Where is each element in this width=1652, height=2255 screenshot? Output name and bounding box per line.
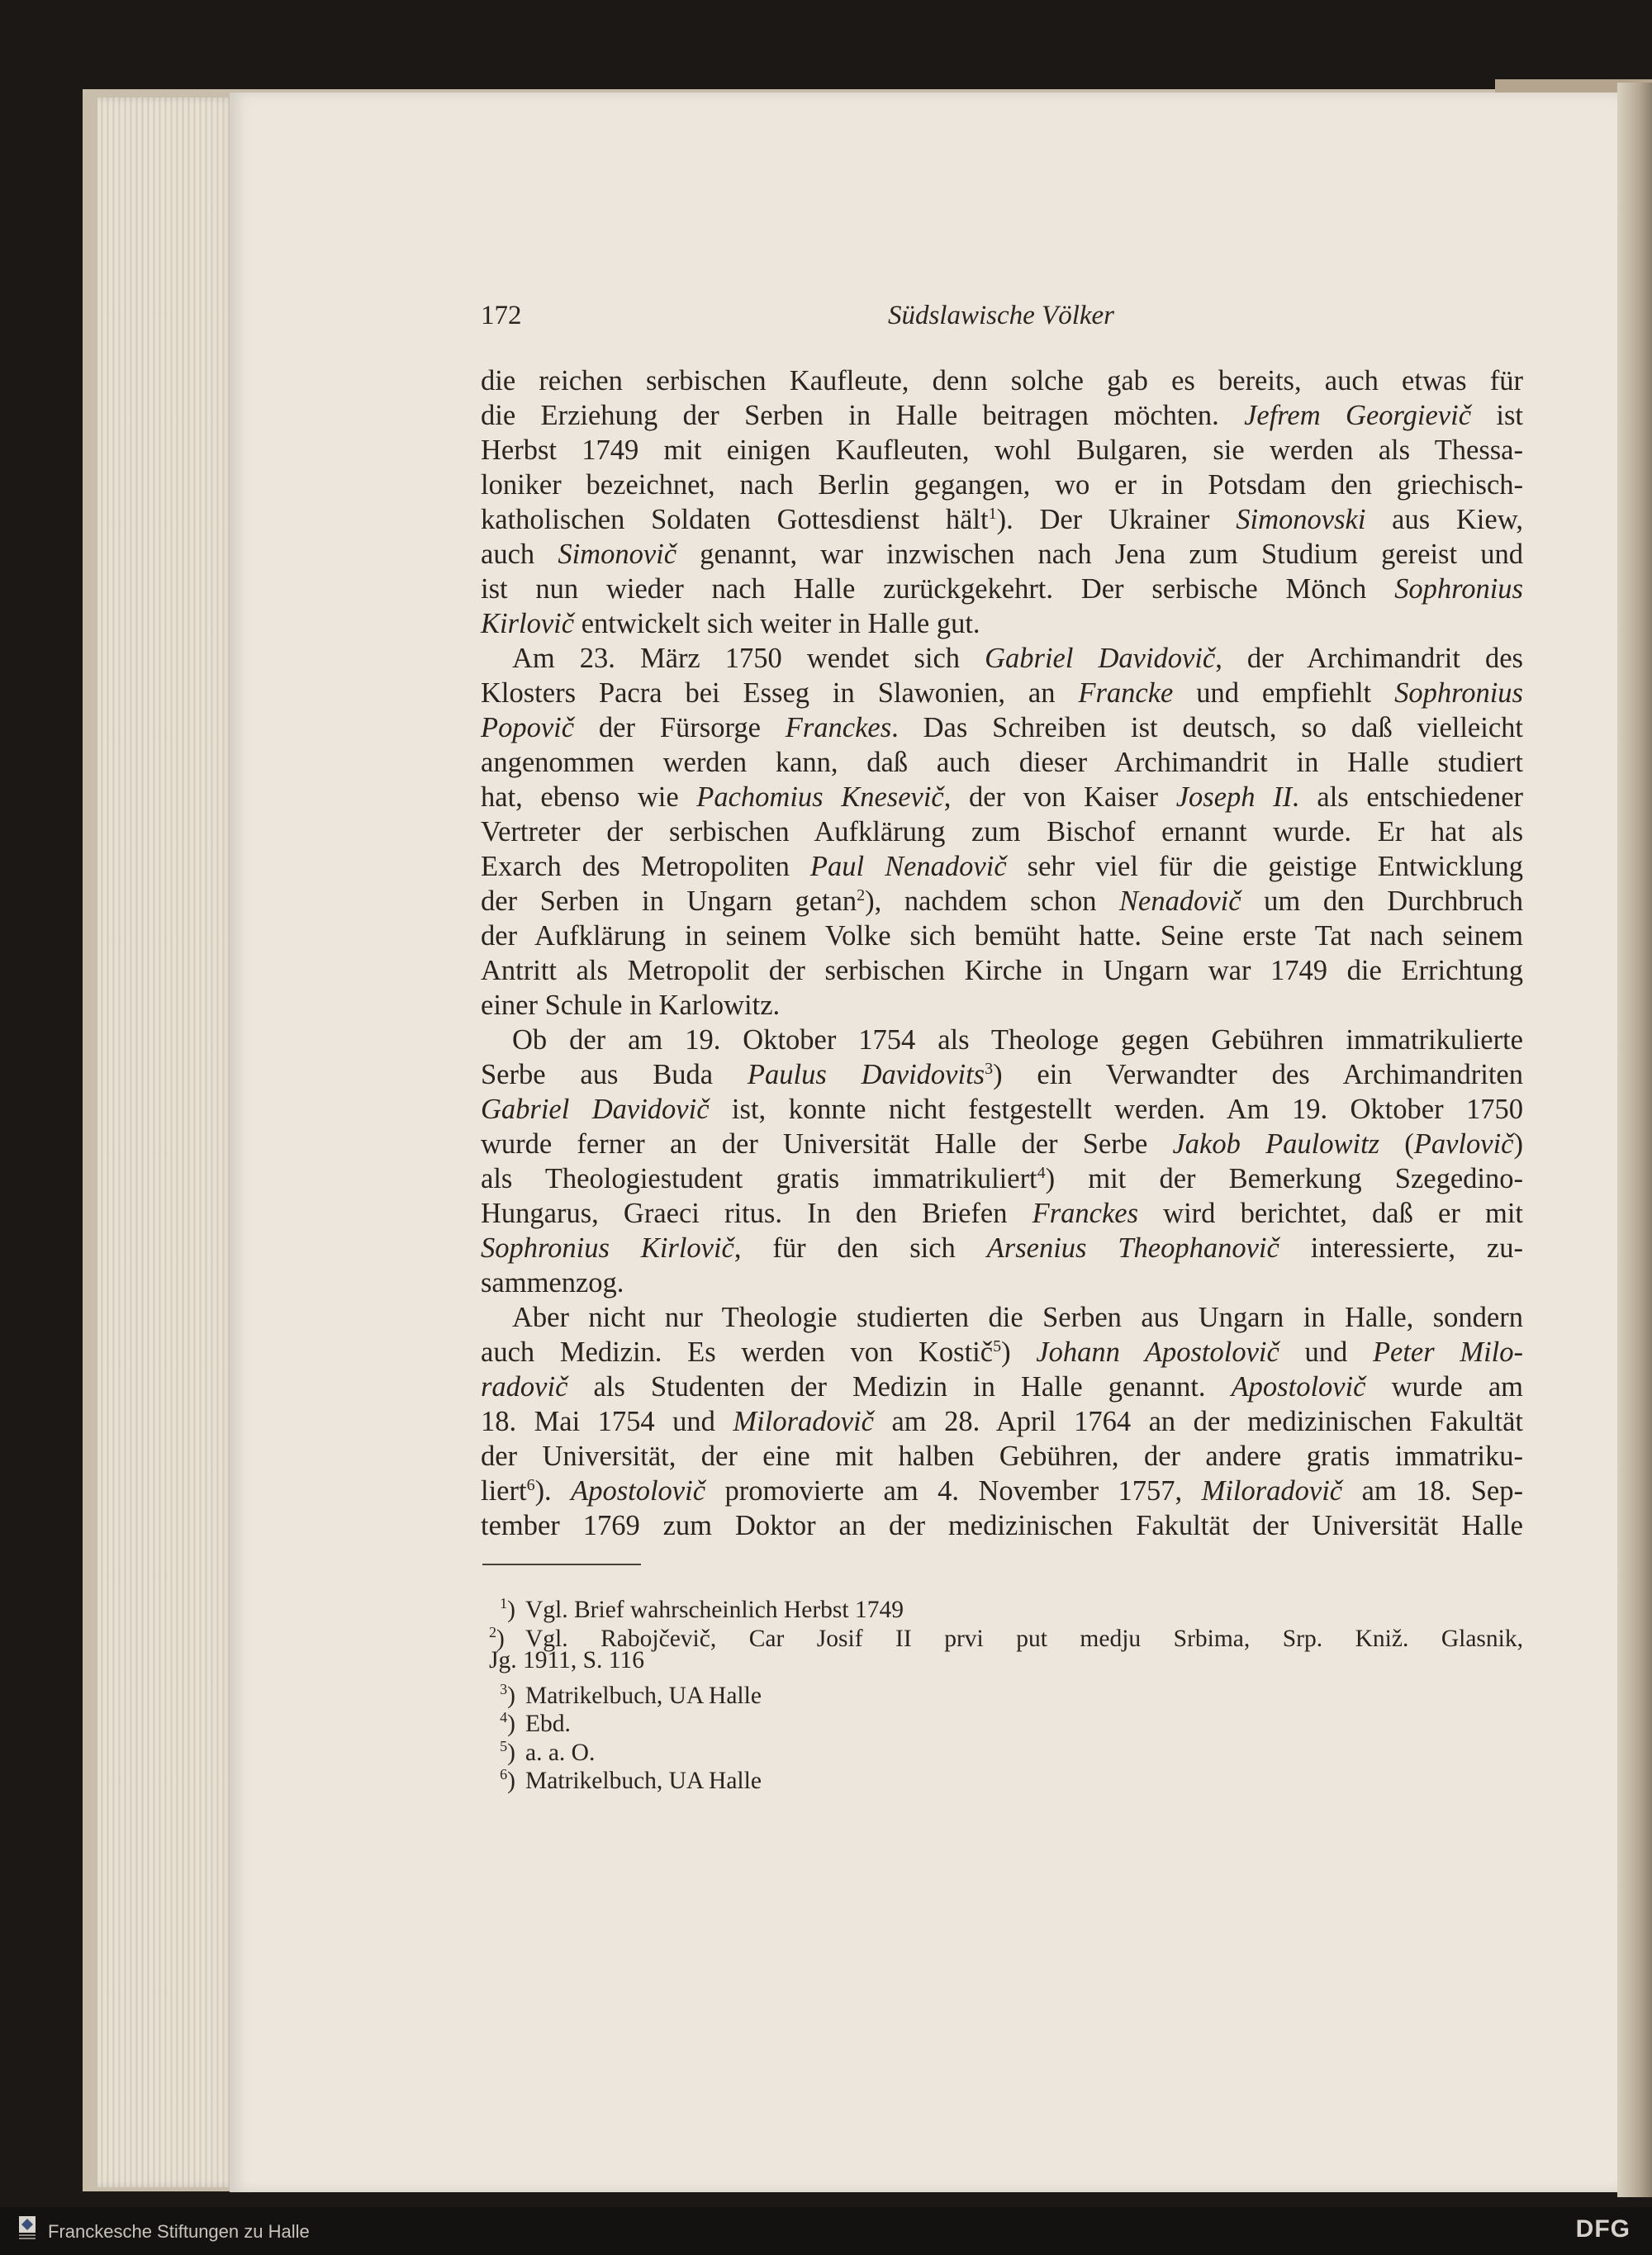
- book-spine-edge: [1617, 83, 1652, 2197]
- text-line: [481, 676, 1523, 710]
- text-run: ) mit der Bemerkung Szegedino-: [1045, 1163, 1523, 1194]
- footnote-text: Vgl. Brief wahrscheinlich Herbst 1749: [525, 1596, 904, 1623]
- footnote-number: $^1$): [500, 1595, 515, 1623]
- text-line: [481, 468, 1523, 502]
- text-run: Aber nicht nur Theologie studierten die Serben aus Ungarn in Halle, sondern: [512, 1302, 1523, 1333]
- italic-name: Sophronius: [1394, 573, 1523, 605]
- text-run: Vertreter der serbischen Aufklärung zum Bischof ernannt wurde. Er hat als: [481, 816, 1523, 847]
- text-line: [481, 953, 1523, 988]
- text-run: wurde am: [1365, 1371, 1523, 1403]
- text-line: [481, 710, 1523, 745]
- text-line: [481, 572, 1523, 606]
- text-run: um den Durchbruch: [1241, 885, 1523, 917]
- text-line: [481, 398, 1523, 433]
- italic-name: Franckes: [1032, 1198, 1139, 1229]
- text-run: angenommen werden kann, daß auch dieser Archimandrit in Halle studiert: [481, 747, 1523, 778]
- text-run: , der von Kaiser: [943, 781, 1176, 813]
- text-run: genannt, war inzwischen nach Jena zum Studium gereist und: [676, 539, 1523, 570]
- text-run: die Erziehung der Serben in Halle beitragen möchten.: [481, 400, 1245, 431]
- text-run: katholischen Soldaten Gottesdienst hält: [481, 504, 989, 535]
- italic-name: Miloradovič: [733, 1406, 874, 1437]
- text-run: als Theologiestudent gratis immatrikuliert: [481, 1163, 1037, 1194]
- footnote-reference: 6: [526, 1476, 535, 1494]
- text-run: und empfiehlt: [1173, 677, 1395, 709]
- italic-name: Paulus Davidovits: [747, 1059, 985, 1090]
- italic-name: Franckes: [785, 712, 892, 743]
- italic-name: Johann Apostolovič: [1036, 1336, 1279, 1368]
- text-run: . als entschiedener: [1292, 781, 1524, 813]
- text-line: [481, 1335, 1523, 1370]
- page-number: 172: [481, 301, 522, 330]
- text-run: Herbst 1749 mit einigen Kaufleuten, wohl Bulgaren, sie werden als Thessa-: [481, 434, 1523, 466]
- body-text: [481, 363, 1523, 1543]
- text-run: , für den sich: [733, 1232, 987, 1264]
- text-line: [481, 1265, 1523, 1300]
- italic-name: Paul Nenadovič: [809, 851, 1007, 882]
- italic-name: Jefrem Georgievič: [1244, 400, 1472, 431]
- text-run: auch: [481, 539, 558, 570]
- italic-name: Simonovski: [1236, 504, 1366, 535]
- italic-name: Apostolovič: [1231, 1371, 1366, 1403]
- text-line: [481, 1161, 1523, 1196]
- text-line: [481, 606, 1523, 641]
- text-run: ): [1513, 1128, 1523, 1160]
- italic-name: Jakob Paulowitz: [1172, 1128, 1380, 1160]
- italic-name: Apostolovič: [571, 1475, 706, 1507]
- italic-name: Francke: [1078, 677, 1174, 709]
- text-line: [481, 1127, 1523, 1161]
- italic-name: radovič: [481, 1371, 568, 1403]
- italic-name: Simonovič: [558, 539, 677, 570]
- dfg-logo: DFG: [1575, 2215, 1631, 2243]
- text-run: tember 1769 zum Doktor an der medizinischen Fakultät der Universität Halle: [481, 1510, 1523, 1541]
- text-line: [481, 884, 1523, 919]
- text-line: [481, 919, 1523, 953]
- italic-name: Gabriel Davidovič: [481, 1094, 710, 1125]
- italic-name: Sophronius Kirlovič: [481, 1232, 734, 1264]
- text-run: ) ein Verwandter des Archimandriten: [993, 1059, 1523, 1090]
- footnote-reference: 5: [993, 1337, 1002, 1355]
- text-line: [481, 1092, 1523, 1127]
- text-line: [481, 1404, 1523, 1439]
- footnote: [489, 1732, 1523, 1766]
- text-run: der Serben in Ungarn getan: [481, 885, 857, 917]
- text-run: Hungarus, Graeci ritus. In den Briefen: [481, 1198, 1032, 1229]
- footnote-number: $^3$): [500, 1680, 515, 1709]
- text-run: sehr viel für die geistige Entwicklung: [1006, 851, 1524, 882]
- italic-name: Popovič: [481, 712, 575, 743]
- text-line: [481, 1231, 1523, 1265]
- text-run: interessierte, zu-: [1279, 1232, 1523, 1264]
- footnote-reference: 1: [988, 505, 997, 523]
- text-run: Am 23. März 1750 wendet sich: [512, 643, 985, 674]
- text-run: der Aufklärung in seinem Volke sich bemüht hatte. Seine erste Tat nach seinem: [481, 920, 1523, 952]
- text-run: und: [1279, 1336, 1373, 1368]
- text-line: [481, 745, 1523, 780]
- text-line: [481, 1057, 1523, 1092]
- footnote: [489, 1589, 1523, 1623]
- text-run: Ob der am 19. Oktober 1754 als Theologe gegen Gebühren immatrikulierte: [512, 1024, 1523, 1056]
- italic-name: Sophronius: [1394, 677, 1523, 709]
- text-run: Klosters Pacra bei Esseg in Slawonien, an: [481, 677, 1079, 709]
- italic-name: Nenadovič: [1119, 885, 1241, 917]
- text-run: am 18. Sep-: [1342, 1475, 1523, 1507]
- footnote-text: a. a. O.: [525, 1739, 596, 1766]
- italic-name: Pachomius Knesevič: [696, 781, 944, 813]
- italic-name: Arsenius Theophanovič: [986, 1232, 1279, 1264]
- footnote-text: Matrikelbuch, UA Halle: [525, 1682, 762, 1709]
- text-run: als Studenten der Medizin in Halle genannt.: [567, 1371, 1232, 1403]
- footnote-number: $^6$): [500, 1766, 515, 1794]
- text-run: entwickelt sich weiter in Halle gut.: [574, 608, 980, 639]
- text-line: [481, 641, 1523, 676]
- text-run: wird berichtet, daß er mit: [1138, 1198, 1523, 1229]
- italic-name: Kirlovič: [481, 608, 575, 639]
- running-title: Südslawische Völker: [887, 301, 1115, 330]
- text-run: ). Der Ukrainer: [996, 504, 1237, 535]
- footnote-text: Ebd.: [525, 1710, 571, 1737]
- text-line: [481, 502, 1523, 537]
- text-line: [481, 1300, 1523, 1335]
- text-run: auch Medizin. Es werden von Kostič: [481, 1336, 994, 1368]
- text-run: ), nachdem schon: [865, 885, 1120, 917]
- text-run: die reichen serbischen Kaufleute, denn solche gab es bereits, auch etwas für: [481, 365, 1523, 396]
- footnote-text: Jg. 1911, S. 116: [489, 1647, 644, 1673]
- text-run: hat, ebenso wie: [481, 781, 697, 813]
- text-run: einer Schule in Karlowitz.: [481, 990, 781, 1021]
- running-header: [481, 301, 1521, 342]
- footnote-text: Vgl. Rabojčevič, Car Josif II prvi put medju Srbima, Srp. Kniž. Glasnik,: [525, 1625, 1523, 1652]
- footnote: [489, 1618, 1523, 1652]
- footnote: [489, 1760, 1523, 1794]
- italic-name: Peter Milo-: [1372, 1336, 1524, 1368]
- italic-name: Pavlovič: [1413, 1128, 1514, 1160]
- page-edges-stack: [97, 97, 236, 2187]
- italic-name: Gabriel Davidovič: [985, 643, 1216, 674]
- text-run: der Fürsorge: [574, 712, 786, 743]
- text-run: am 28. April 1764 an der medizinischen Fakultät: [873, 1406, 1523, 1437]
- footnote-reference: 3: [985, 1060, 994, 1078]
- footnote-number: $^5$): [500, 1737, 515, 1766]
- text-line: [481, 814, 1523, 849]
- text-run: ist, konnte nicht festgestellt werden. Am 19. Oktober 1750: [709, 1094, 1523, 1125]
- text-run: der Universität, der eine mit halben Gebühren, der andere gratis immatriku-: [481, 1441, 1523, 1472]
- francke-crest-icon: [17, 2215, 38, 2241]
- text-line: [481, 1023, 1523, 1057]
- text-run: Antritt als Metropolit der serbischen Kirche in Ungarn war 1749 die Errichtung: [481, 955, 1523, 986]
- text-run: (: [1379, 1128, 1414, 1160]
- text-run: loniker bezeichnet, nach Berlin gegangen, wo er in Potsdam den griechisch-: [481, 469, 1523, 501]
- text-line: [481, 1508, 1523, 1543]
- text-line: [481, 1370, 1523, 1404]
- text-run: ist: [1471, 400, 1523, 431]
- footnote: [489, 1675, 1523, 1709]
- text-run: sammenzog.: [481, 1267, 624, 1298]
- text-line: [481, 780, 1523, 814]
- text-line: [481, 363, 1523, 398]
- footer-institution[interactable]: Franckesche Stiftungen zu Halle: [48, 2221, 310, 2242]
- footnote-separator-rule: [482, 1564, 641, 1565]
- text-run: wurde ferner an der Universität Halle der Serbe: [481, 1128, 1173, 1160]
- text-run: Exarch des Metropoliten: [481, 851, 810, 882]
- text-line: [481, 849, 1523, 884]
- text-line: [481, 988, 1523, 1023]
- text-run: Serbe aus Buda: [481, 1059, 748, 1090]
- text-run: 18. Mai 1754 und: [481, 1406, 733, 1437]
- text-line: [481, 433, 1523, 468]
- text-line: [481, 1196, 1523, 1231]
- text-run: ).: [534, 1475, 572, 1507]
- footnote-reference: 4: [1037, 1164, 1046, 1182]
- text-line: [481, 1439, 1523, 1474]
- italic-name: Joseph II: [1175, 781, 1293, 813]
- text-line: [481, 537, 1523, 572]
- text-run: ist nun wieder nach Halle zurückgekehrt. Der serbische Mönch: [481, 573, 1395, 605]
- footnote-number: $^2$): [489, 1623, 505, 1652]
- footnotes: [489, 1589, 1523, 1794]
- footnote-text: Matrikelbuch, UA Halle: [525, 1767, 762, 1794]
- text-run: aus Kiew,: [1365, 504, 1524, 535]
- text-run: promovierte am 4. November 1757,: [705, 1475, 1202, 1507]
- italic-name: Miloradovič: [1201, 1475, 1343, 1507]
- footnote-number: $^4$): [500, 1709, 515, 1737]
- text-run: , der Archimandrit des: [1215, 643, 1523, 674]
- footnote-reference: 2: [857, 886, 866, 904]
- text-run: ): [1001, 1336, 1037, 1368]
- text-line: [481, 1474, 1523, 1508]
- text-run: . Das Schreiben ist deutsch, so daß vielleicht: [891, 712, 1523, 743]
- text-run: liert: [481, 1475, 527, 1507]
